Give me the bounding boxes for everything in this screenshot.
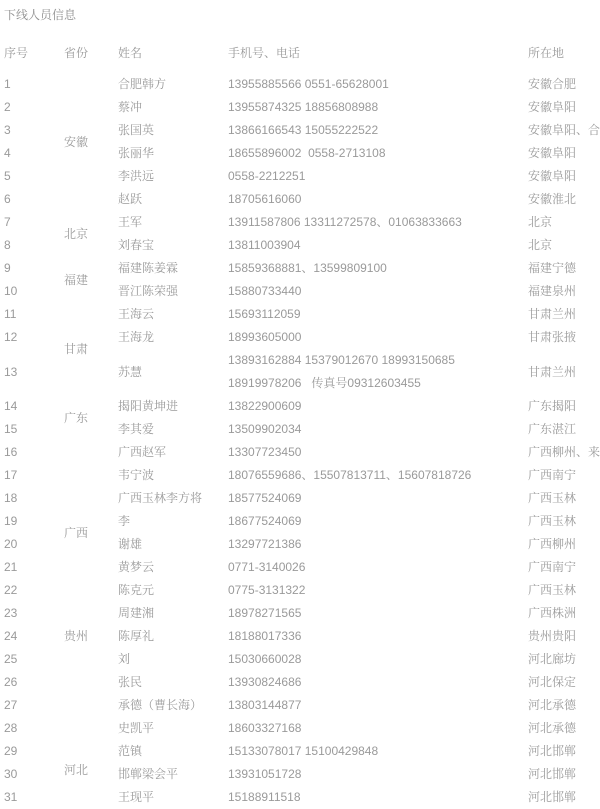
phone-cell bbox=[224, 648, 524, 671]
phone-line: 13955874325 18856808988 bbox=[228, 100, 379, 114]
phone-line: 18993605000 bbox=[228, 330, 302, 344]
serial-cell: 25 bbox=[4, 652, 18, 666]
location-cell: 河北廊坊 bbox=[528, 652, 577, 666]
table-row bbox=[0, 625, 600, 648]
phone-line: 15133078017 15100429848 bbox=[228, 744, 379, 758]
phone-line: 18577524069 bbox=[228, 491, 302, 505]
name-cell: 承德（曹长海） bbox=[118, 698, 203, 712]
location-cell: 广东揭阳 bbox=[528, 399, 577, 413]
serial-cell: 24 bbox=[4, 629, 18, 643]
serial-cell: 19 bbox=[4, 514, 18, 528]
phone-line: 13803144877 bbox=[228, 698, 302, 712]
location-cell: 安徽阜阳 bbox=[528, 169, 577, 183]
serial-cell: 26 bbox=[4, 675, 18, 689]
phone-cell bbox=[224, 418, 524, 441]
location-cell: 甘肃张掖 bbox=[528, 330, 577, 344]
phone-cell bbox=[224, 717, 524, 740]
serial-cell: 28 bbox=[4, 721, 18, 735]
personnel-table bbox=[0, 42, 600, 809]
location-cell: 广西玉林 bbox=[528, 491, 577, 505]
serial-cell: 3 bbox=[4, 123, 11, 137]
name-cell: 李 bbox=[118, 514, 131, 528]
name-cell: 陈厚礼 bbox=[118, 629, 155, 643]
phone-cell bbox=[224, 602, 524, 625]
location-cell: 广西南宁 bbox=[528, 468, 577, 482]
serial-cell: 1 bbox=[4, 77, 11, 91]
table-row bbox=[0, 257, 600, 280]
location-cell: 安徽阜阳 bbox=[528, 146, 577, 160]
phone-line: 18188017336 bbox=[228, 629, 302, 643]
phone-cell bbox=[224, 533, 524, 556]
serial-cell: 11 bbox=[4, 307, 17, 321]
name-cell: 福建陈姜霖 bbox=[118, 261, 179, 275]
name-cell: 韦宁波 bbox=[118, 468, 155, 482]
table-header bbox=[0, 42, 600, 73]
phone-line: 15693112059 bbox=[228, 307, 301, 321]
province-cell: 河北 bbox=[64, 763, 89, 777]
name-cell: 赵跃 bbox=[118, 192, 143, 206]
phone-cell bbox=[224, 579, 524, 602]
location-cell: 河北保定 bbox=[528, 675, 577, 689]
phone-cell bbox=[224, 326, 524, 349]
phone-line: 13822900609 bbox=[228, 399, 302, 413]
name-cell: 史凯平 bbox=[118, 721, 155, 735]
location-cell: 广西玉林 bbox=[528, 514, 577, 528]
phone-line: 15859368881、13599809100 bbox=[228, 261, 387, 275]
table-row bbox=[0, 441, 600, 464]
phone-line: 18655896002 0558-2713108 bbox=[228, 146, 386, 160]
phone-line: 13931051728 bbox=[228, 767, 302, 781]
header-row bbox=[0, 42, 600, 73]
location-cell: 河北承德 bbox=[528, 721, 577, 735]
serial-cell: 27 bbox=[4, 698, 18, 712]
name-cell: 蔡冲 bbox=[118, 100, 143, 114]
name-cell: 张国英 bbox=[118, 123, 155, 137]
phone-cell bbox=[224, 211, 524, 234]
name-cell: 张丽华 bbox=[118, 146, 155, 160]
table-row bbox=[0, 648, 600, 671]
province-cell: 福建 bbox=[64, 272, 89, 287]
name-cell: 王海云 bbox=[118, 307, 155, 321]
phone-cell bbox=[224, 280, 524, 303]
phone-cell bbox=[224, 740, 524, 763]
name-cell: 苏慧 bbox=[118, 364, 143, 379]
header-phone: 手机号、电话 bbox=[228, 46, 301, 60]
location-cell: 福建泉州 bbox=[528, 284, 577, 298]
serial-cell: 21 bbox=[4, 560, 18, 574]
header-serial: 序号 bbox=[4, 46, 29, 60]
phone-cell bbox=[224, 671, 524, 694]
name-cell: 邯郸梁会平 bbox=[118, 767, 179, 781]
phone-line: 13930824686 bbox=[228, 675, 302, 689]
phone-cell bbox=[224, 96, 524, 119]
phone-cell bbox=[224, 188, 524, 211]
phone-line: 13509902034 bbox=[228, 422, 302, 436]
serial-cell: 31 bbox=[4, 790, 18, 804]
phone-line: 0558-2212251 bbox=[228, 169, 306, 183]
phone-line: 18978271565 bbox=[228, 606, 302, 620]
location-cell: 广西株洲 bbox=[528, 606, 577, 620]
name-cell: 刘 bbox=[118, 652, 131, 666]
table-row bbox=[0, 395, 600, 418]
phone-cell bbox=[224, 119, 524, 142]
phone-line: 18677524069 bbox=[228, 514, 302, 528]
name-cell: 王军 bbox=[118, 215, 143, 229]
location-cell: 广西南宁 bbox=[528, 560, 577, 574]
province-cell: 北京 bbox=[64, 226, 89, 241]
location-cell: 安徽淮北 bbox=[528, 192, 577, 206]
table-row bbox=[0, 211, 600, 234]
phone-cell bbox=[224, 165, 524, 188]
location-cell: 河北邯郸 bbox=[528, 790, 577, 804]
province-cell: 贵州 bbox=[64, 629, 89, 643]
phone-line: 13297721386 bbox=[228, 537, 302, 551]
location-cell: 广东湛江 bbox=[528, 422, 577, 436]
location-cell: 安徽合肥 bbox=[528, 77, 577, 91]
location-cell: 河北承德 bbox=[528, 698, 577, 712]
location-cell: 福建宁德 bbox=[528, 261, 577, 275]
phone-line: 15030660028 bbox=[228, 652, 302, 666]
table-body bbox=[0, 73, 600, 809]
serial-cell: 16 bbox=[4, 445, 18, 459]
phone-line: 18919978206 传真号09312603455 bbox=[228, 376, 421, 390]
name-cell: 合肥韩方 bbox=[118, 77, 167, 91]
serial-cell: 2 bbox=[4, 100, 11, 114]
phone-cell bbox=[224, 487, 524, 510]
serial-cell: 29 bbox=[4, 744, 18, 758]
phone-cell bbox=[224, 556, 524, 579]
phone-cell bbox=[224, 303, 524, 326]
phone-line: 18076559686、15507813711、15607818726 bbox=[228, 468, 472, 482]
phone-cell bbox=[224, 763, 524, 786]
phone-cell bbox=[224, 510, 524, 533]
name-cell: 揭阳黄坤进 bbox=[118, 399, 179, 413]
serial-cell: 17 bbox=[4, 468, 18, 482]
location-cell: 贵州贵阳 bbox=[528, 629, 577, 643]
name-cell: 黄梦云 bbox=[118, 560, 155, 574]
phone-line: 13866166543 15055222522 bbox=[228, 123, 379, 137]
phone-cell bbox=[224, 694, 524, 717]
province-cell: 广西 bbox=[64, 525, 89, 540]
serial-cell: 4 bbox=[4, 146, 11, 160]
serial-cell: 18 bbox=[4, 491, 18, 505]
phone-cell bbox=[224, 257, 524, 280]
name-cell: 陈克元 bbox=[118, 583, 155, 597]
serial-cell: 8 bbox=[4, 238, 11, 252]
serial-cell: 5 bbox=[4, 169, 11, 183]
serial-cell: 13 bbox=[4, 364, 18, 379]
header-location: 所在地 bbox=[528, 46, 565, 60]
location-cell: 河北邯郸 bbox=[528, 744, 577, 758]
location-cell: 河北邯郸 bbox=[528, 767, 577, 781]
phone-cell bbox=[224, 395, 524, 418]
location-cell: 甘肃兰州 bbox=[528, 307, 577, 321]
location-cell: 广西柳州、来 bbox=[528, 445, 600, 459]
serial-cell: 23 bbox=[4, 606, 18, 620]
serial-cell: 20 bbox=[4, 537, 18, 551]
phone-line: 13893162884 15379012670 18993150685 bbox=[228, 353, 455, 367]
name-cell: 晋江陈荣强 bbox=[118, 284, 179, 298]
name-cell: 李洪远 bbox=[118, 169, 155, 183]
serial-cell: 7 bbox=[4, 215, 11, 229]
serial-cell: 10 bbox=[4, 284, 18, 298]
name-cell: 范镇 bbox=[118, 744, 143, 758]
serial-cell: 12 bbox=[4, 330, 18, 344]
name-cell: 谢雄 bbox=[118, 537, 143, 551]
name-cell: 刘春宝 bbox=[118, 238, 155, 252]
phone-cell bbox=[224, 349, 524, 395]
name-cell: 广西赵军 bbox=[118, 445, 167, 459]
phone-line: 13307723450 bbox=[228, 445, 302, 459]
location-cell: 安徽阜阳 bbox=[528, 100, 577, 114]
phone-cell bbox=[224, 625, 524, 648]
header-name: 姓名 bbox=[118, 46, 143, 60]
phone-cell bbox=[224, 441, 524, 464]
table-row bbox=[0, 303, 600, 326]
phone-line: 13911587806 13311272578、01063833663 bbox=[228, 215, 462, 229]
phone-cell bbox=[224, 73, 524, 96]
name-cell: 王现平 bbox=[118, 790, 155, 804]
phone-line: 13811003904 bbox=[228, 238, 301, 252]
phone-cell bbox=[224, 786, 524, 809]
table-row bbox=[0, 73, 600, 96]
serial-cell: 22 bbox=[4, 583, 18, 597]
phone-line: 0771-3140026 bbox=[228, 560, 306, 574]
province-cell: 广东 bbox=[64, 410, 89, 425]
name-cell: 广西玉林李方将 bbox=[118, 491, 203, 505]
serial-cell: 14 bbox=[4, 399, 18, 413]
phone-cell bbox=[224, 234, 524, 257]
phone-line: 15880733440 bbox=[228, 284, 302, 298]
location-cell: 广西玉林 bbox=[528, 583, 577, 597]
phone-line: 0775-3131322 bbox=[228, 583, 306, 597]
serial-cell: 30 bbox=[4, 767, 18, 781]
location-cell: 甘肃兰州 bbox=[528, 364, 577, 379]
phone-line: 18603327168 bbox=[228, 721, 302, 735]
location-cell: 北京 bbox=[528, 238, 553, 252]
name-cell: 张民 bbox=[118, 675, 143, 689]
serial-cell: 9 bbox=[4, 261, 11, 275]
name-cell: 周建湘 bbox=[118, 606, 155, 620]
phone-cell bbox=[224, 464, 524, 487]
name-cell: 王海龙 bbox=[118, 330, 155, 344]
province-cell: 甘肃 bbox=[64, 341, 89, 356]
page-title: 下线人员信息 bbox=[4, 8, 77, 22]
phone-cell bbox=[224, 142, 524, 165]
name-cell: 李其爱 bbox=[118, 422, 155, 436]
location-cell: 北京 bbox=[528, 215, 553, 229]
serial-cell: 15 bbox=[4, 422, 18, 436]
location-cell: 安徽阜阳、合 bbox=[528, 123, 600, 137]
phone-line: 18705616060 bbox=[228, 192, 302, 206]
phone-line: 13955885566 0551-65628001 bbox=[228, 77, 389, 91]
province-cell: 安徽 bbox=[64, 134, 89, 149]
serial-cell: 6 bbox=[4, 192, 11, 206]
location-cell: 广西柳州 bbox=[528, 537, 577, 551]
header-province: 省份 bbox=[64, 46, 89, 60]
phone-line: 15188911518 bbox=[228, 790, 301, 804]
